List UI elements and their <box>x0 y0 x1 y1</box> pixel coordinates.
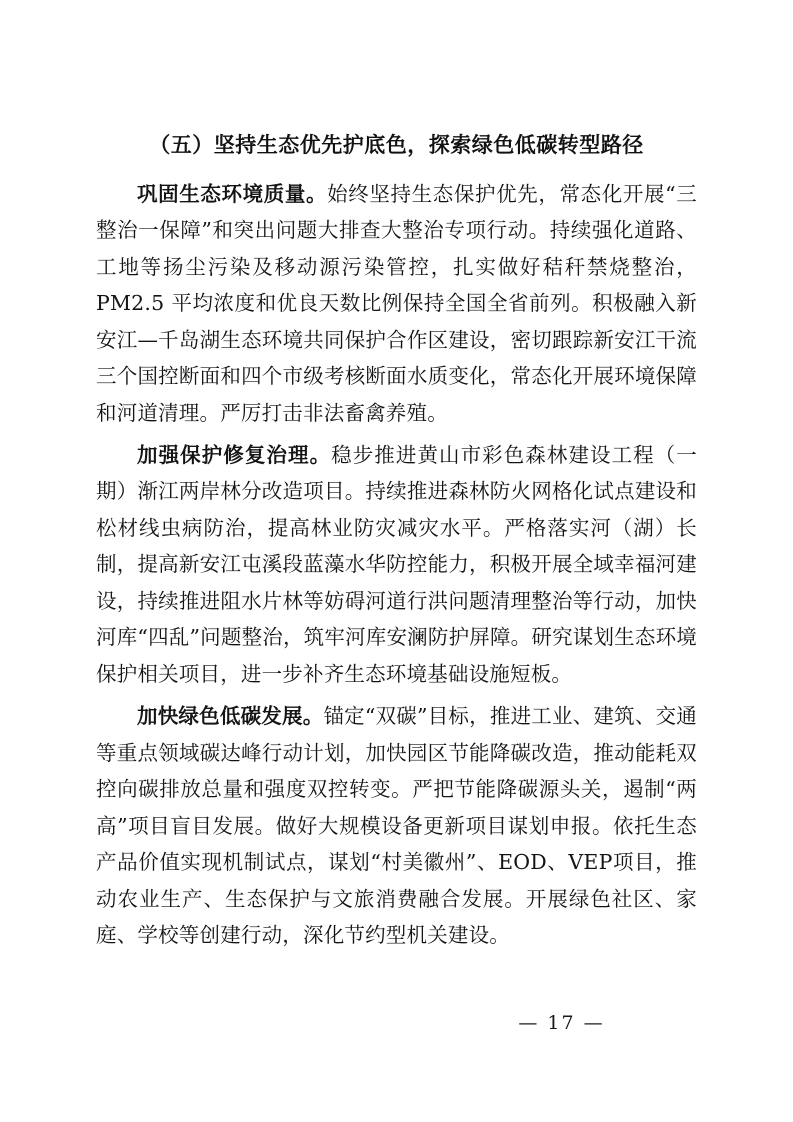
paragraph-lead: 巩固生态环境质量。 <box>137 181 328 206</box>
paragraph-lead: 加快绿色低碳发展。 <box>137 704 324 729</box>
paragraph-body: 锚定“双碳”目标，推进工业、建筑、交通等重点领域碳达峰行动计划，加快园区节能降碳改造，推动能耗双控向碳排放总量和强度双控转变。严把节能降碳源头关，遏制“两高”项目盲目发展。做好大规模设备更新项目谋划申报。依托生态产品价值实现机制试点，谋划“村美徽州”、EOD、VEP项目，推动农业生产、生态保护与文旅消费融合发展。开展绿色社区、家庭、学校等创建行动，深化节约型机关建设。 <box>96 704 697 948</box>
paragraph-body: 始终坚持生态保护优先，常态化开展“三整治一保障”和突出问题大排查大整治专项行动。持续强化道路、工地等扬尘污染及移动源污染管控，扎实做好秸秆禁烧整治，PM2.5 平均浓度和优良天数比例保持全国全省前列。积极融入新安江—千岛湖生态环境共同保护合作区建设，密切跟踪新安江干流三个国控断面和四个市级考核断面水质变化，常态化开展环境保障和河道清理。严厉打击非法畜禽养殖。 <box>96 181 697 425</box>
page-title: （五）坚持生态优先护底色，探索绿色低碳转型路径 <box>149 132 644 157</box>
paragraph-body: 稳步推进黄山市彩色森林建设工程（一期）渐江两岸林分改造项目。持续推进森林防火网格化试点建设和松材线虫病防治，提高林业防灾减灾水平。严格落实河（湖）长制，提高新安江屯溪段蓝藻水华防控能力，积极开展全域幸福河建设，持续推进阻水片林等妨碍河道行洪问题清理整治等行动，加快河库“四乱”问题整治，筑牢河库安澜防护屏障。研究谋划生态环境保护相关项目，进一步补齐生态环境基础设施短板。 <box>96 442 697 686</box>
paragraph-lead: 加强保护修复治理。 <box>137 442 332 467</box>
paragraph <box>96 176 697 431</box>
paragraph <box>96 437 697 692</box>
paragraph <box>96 698 697 953</box>
page-number: — 17 — <box>518 1012 605 1034</box>
